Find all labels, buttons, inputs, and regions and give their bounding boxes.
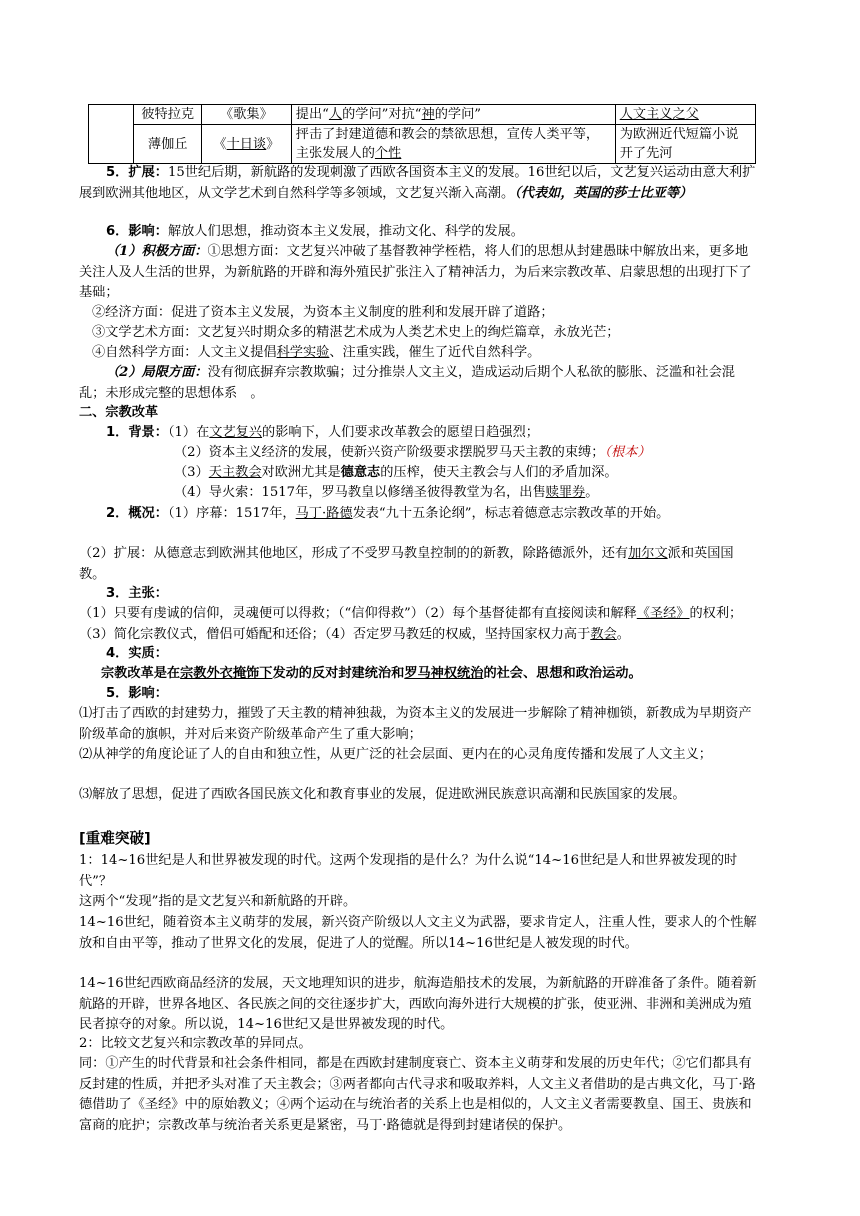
answer-1-people: 14~16世纪，随着资本主义萌芽的发展，新兴资产阶级以人文主义为武器，要求肯定人，注重人性，要求人的个性解放和自由平等，推动了世界文化的发展，促进了人的觉醒。所以14~16世纪是人被发现的时代。: [79, 915, 757, 951]
answer-2: 同：①产生的时代背景和社会条件相同，都是在西欧封建制度衰亡、资本主义萌芽和发展的历史年代；②它们都具有反封建的性质，并把矛头对准了天主教会；③两者都向古代寻求和吸取养料，人文主义者借助的是古典文化，马丁·路德借助了《圣经》中的原始教义；④两个运动在与统治者的关系上也是相似的，人文主义者需要教皇、国王、贵族和富商的庇护；宗教改革与统治者关系更是紧密，马丁·路德就是得到封建诸侯的保护。: [79, 1056, 756, 1133]
answer-1-world: 14~16世纪西欧商品经济的发展，天文地理知识的进步，航海造船技术的发展，为新航路的开辟准备了条件。随着新航路的开辟，世界各地区、各民族之间的交往逐步扩大，西欧向海外进行大规模的扩张，使亚洲、非洲和美洲成为殖民者掠夺的对象。所以说，14~16世纪又是世界被发现的时代。: [79, 976, 757, 1032]
claims-label: 3．主张：: [106, 586, 168, 601]
table-cell-name: 薄伽丘: [134, 125, 202, 164]
renaissance-impact: 6．影响：解放人们思想，推动资本主义发展，推动文化、科学的发展。: [106, 224, 524, 239]
question-2: 2：比较文艺复兴和宗教改革的异同点。: [79, 1036, 312, 1051]
answer-1: 这两个“发现”指的是文艺复兴和新航路的开辟。: [79, 894, 357, 909]
table-cell-work: 《十日谈》: [202, 125, 292, 164]
positive-science: ④自然科学方面：人文主义提倡科学实验、注重实践，催生了近代自然科学。: [92, 345, 541, 360]
positive-economy: ②经济方面：促进了资本主义发展，为资本主义制度的胜利和发展开辟了道路；: [92, 305, 554, 320]
table-cell-work: 《歌集》: [202, 105, 292, 125]
table-cell-evaluation: 人文主义之父: [615, 105, 755, 125]
essence-label: 4．实质：: [106, 646, 168, 661]
impact-label: 5．影响：: [106, 686, 168, 701]
impact-3: ⑶解放了思想，促进了西欧各国民族文化和教育事业的发展，促进欧洲民族意识高潮和民族国家的发展。: [79, 787, 686, 802]
overview-1: 2．概况：（1）序幕：1517年，马丁·路德发表“九十五条论纲”，标志着德意志宗教改革的开始。: [106, 506, 670, 521]
table-cell-idea: 抨击了封建道德和教会的禁欲思想，宣传人类平等，主张发展人的个性: [291, 125, 615, 164]
background-2: （2）资本主义经济的发展，使新兴资产阶级要求摆脱罗马天主教的束缚；（根本）: [174, 445, 651, 460]
background-1: 1．背景：（1）在文艺复兴的影响下，人们要求改革教会的愿望日趋强烈；: [106, 425, 539, 440]
table-row: [89, 105, 756, 125]
limitations: （2）局限方面：没有彻底摒弃宗教欺骗；过分推崇人文主义，造成运动后期个人私欲的膨胀、泛滥和社会混乱；未形成完整的思想体系 。: [79, 365, 735, 401]
claims-text: （1）只要有虔诚的信仰，灵魂便可以得救；（“信仰得救”）（2）每个基督徒都有直接阅读和解释《圣经》的权利；（3）简化宗教仪式，僧侣可婚配和还俗；（4）否定罗马教廷的权威，坚持国家权力高于教会。: [79, 606, 743, 642]
background-4: （4）导火索：1517年，罗马教皇以修缮圣彼得教堂为名，出售赎罪券。: [174, 485, 599, 500]
table-row: [89, 125, 756, 164]
overview-2: （2）扩展：从德意志到欧洲其他地区，形成了不受罗马教皇控制的的新教，除路德派外，还有加尔文派和英国国教。: [79, 546, 734, 582]
impact-1: ⑴打击了西欧的封建势力，摧毁了天主教的精神独裁，为资本主义的发展进一步解除了精神枷锁，新教成为早期资产阶级革命的旗帜，并对后来资产阶级革命产生了重大影响；: [79, 706, 752, 742]
essence-text: 宗教改革是在宗教外衣掩饰下发动的反对封建统治和罗马神权统治的社会、思想和政治运动。: [101, 666, 642, 681]
section-heading-reformation: 二、宗教改革: [79, 405, 159, 420]
background-3: （3）天主教会对欧洲尤其是德意志的压榨，使天主教会与人们的矛盾加深。: [174, 465, 618, 480]
table-cell-idea: 提出“人的学问”对抗“神的学问”: [291, 105, 615, 125]
table-blank-cell: [89, 105, 134, 164]
question-1: 1：14~16世纪是人和世界被发现的时代。这两个发现指的是什么？为什么说“14~16世纪是人和世界被发现的时代”？: [79, 853, 738, 889]
positive-art: ③文学艺术方面：文艺复兴时期众多的精湛艺术成为人类艺术史上的绚烂篇章，永放光芒；: [92, 325, 620, 340]
key-difficulties-heading: [重难突破]: [79, 830, 151, 847]
impact-2: ⑵从神学的角度论证了人的自由和独立性，从更广泛的社会层面、更内在的心灵角度传播和发展了人文主义；: [79, 747, 712, 762]
humanists-table: [88, 104, 756, 164]
table-cell-evaluation: 为欧洲近代短篇小说开了先河: [615, 125, 755, 164]
positive-thought: （1）积极方面：①思想方面：文艺复兴冲破了基督教神学桎梏，将人们的思想从封建愚昧中解放出来，更多地关注人及人生活的世界，为新航路的开辟和海外殖民扩张注入了精神活力，为后来宗教改革、启蒙思想的出现打下了基础；: [79, 244, 752, 300]
renaissance-expansion: 5．扩展：15世纪后期，新航路的发现刺激了西欧各国资本主义的发展。16世纪以后，文艺复兴运动由意大利扩展到欧洲其他地区，从文学艺术到自然科学等多领域，文艺复兴渐入高潮。（代表如，英国的莎士比亚等）: [79, 165, 756, 201]
table-cell-name: 彼特拉克: [134, 105, 202, 125]
